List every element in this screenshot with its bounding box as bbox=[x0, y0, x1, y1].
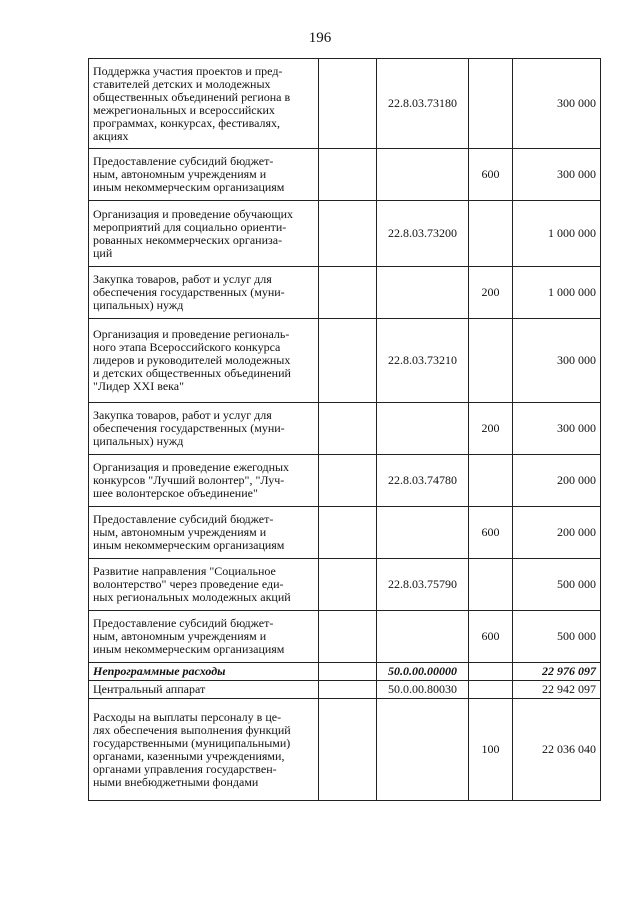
row-amount: 1 000 000 bbox=[513, 201, 601, 267]
row-empty-cell bbox=[319, 455, 377, 507]
row-empty-cell bbox=[319, 319, 377, 403]
row-name: Организация и проведение обучающих мероприятий для социально ориенти- рованных некоммерческих организа- ций bbox=[89, 201, 319, 267]
row-amount: 200 000 bbox=[513, 507, 601, 559]
table-row bbox=[89, 149, 601, 201]
row-expense-type: 600 bbox=[469, 507, 513, 559]
table-row bbox=[89, 559, 601, 611]
row-name: Предоставление субсидий бюджет- ным, автономным учреждениям и иным некоммерческим организациям bbox=[89, 611, 319, 663]
table-row bbox=[89, 611, 601, 663]
row-amount: 300 000 bbox=[513, 149, 601, 201]
row-empty-cell bbox=[319, 611, 377, 663]
row-code bbox=[377, 149, 469, 201]
row-name: Предоставление субсидий бюджет- ным, автономным учреждениям и иным некоммерческим организациям bbox=[89, 149, 319, 201]
row-empty-cell bbox=[319, 699, 377, 801]
row-expense-type bbox=[469, 663, 513, 681]
row-name: Непрограммные расходы bbox=[89, 663, 319, 681]
row-amount: 1 000 000 bbox=[513, 267, 601, 319]
row-expense-type bbox=[469, 201, 513, 267]
row-amount: 300 000 bbox=[513, 59, 601, 149]
row-expense-type bbox=[469, 681, 513, 699]
row-name: Расходы на выплаты персоналу в це- лях обеспечения выполнения функций государственными (муниципальными) органами, казенными учреждениями, органами управления государствен- ными внебюджетными фондами bbox=[89, 699, 319, 801]
row-expense-type: 600 bbox=[469, 611, 513, 663]
row-code: 22.8.03.74780 bbox=[377, 455, 469, 507]
budget-table bbox=[88, 58, 601, 801]
row-amount: 22 942 097 bbox=[513, 681, 601, 699]
row-empty-cell bbox=[319, 267, 377, 319]
row-amount: 500 000 bbox=[513, 611, 601, 663]
row-code: 22.8.03.73180 bbox=[377, 59, 469, 149]
row-empty-cell bbox=[319, 149, 377, 201]
row-empty-cell bbox=[319, 681, 377, 699]
row-empty-cell bbox=[319, 559, 377, 611]
table-row bbox=[89, 663, 601, 681]
row-amount: 22 036 040 bbox=[513, 699, 601, 801]
row-expense-type: 100 bbox=[469, 699, 513, 801]
row-empty-cell bbox=[319, 59, 377, 149]
row-amount: 22 976 097 bbox=[513, 663, 601, 681]
row-empty-cell bbox=[319, 403, 377, 455]
row-expense-type bbox=[469, 559, 513, 611]
table-row bbox=[89, 455, 601, 507]
row-expense-type: 200 bbox=[469, 267, 513, 319]
row-name: Поддержка участия проектов и пред- ставителей детских и молодежных общественных объединений региона в межрегиональных и всероссийских программах, конкурсах, фестивалях, акциях bbox=[89, 59, 319, 149]
row-name: Развитие направления "Социальное волонтерство" через проведение еди- ных региональных молодежных акций bbox=[89, 559, 319, 611]
row-name: Организация и проведение региональ- ного этапа Всероссийского конкурса лидеров и руководителей молодежных и детских общественных объединений "Лидер XXI века" bbox=[89, 319, 319, 403]
row-code: 50.0.00.80030 bbox=[377, 681, 469, 699]
table-row bbox=[89, 59, 601, 149]
table-row bbox=[89, 267, 601, 319]
row-code bbox=[377, 611, 469, 663]
row-amount: 300 000 bbox=[513, 319, 601, 403]
row-empty-cell bbox=[319, 201, 377, 267]
row-name: Закупка товаров, работ и услуг для обеспечения государственных (муни- ципальных) нужд bbox=[89, 267, 319, 319]
row-name: Центральный аппарат bbox=[89, 681, 319, 699]
page-number: 196 bbox=[308, 30, 332, 46]
row-expense-type bbox=[469, 319, 513, 403]
table-row bbox=[89, 507, 601, 559]
row-expense-type bbox=[469, 59, 513, 149]
row-name: Закупка товаров, работ и услуг для обеспечения государственных (муни- ципальных) нужд bbox=[89, 403, 319, 455]
table-row bbox=[89, 699, 601, 801]
row-empty-cell bbox=[319, 507, 377, 559]
row-amount: 500 000 bbox=[513, 559, 601, 611]
row-code bbox=[377, 699, 469, 801]
row-expense-type: 600 bbox=[469, 149, 513, 201]
row-code bbox=[377, 267, 469, 319]
table-row bbox=[89, 403, 601, 455]
row-code: 50.0.00.00000 bbox=[377, 663, 469, 681]
table-row bbox=[89, 319, 601, 403]
row-expense-type bbox=[469, 455, 513, 507]
table-row bbox=[89, 681, 601, 699]
row-code bbox=[377, 507, 469, 559]
row-expense-type: 200 bbox=[469, 403, 513, 455]
row-amount: 300 000 bbox=[513, 403, 601, 455]
row-code bbox=[377, 403, 469, 455]
row-code: 22.8.03.73210 bbox=[377, 319, 469, 403]
row-name: Предоставление субсидий бюджет- ным, автономным учреждениям и иным некоммерческим организациям bbox=[89, 507, 319, 559]
row-code: 22.8.03.75790 bbox=[377, 559, 469, 611]
row-amount: 200 000 bbox=[513, 455, 601, 507]
table-row bbox=[89, 201, 601, 267]
row-name: Организация и проведение ежегодных конкурсов "Лучший волонтер", "Луч- шее волонтерское объединение" bbox=[89, 455, 319, 507]
row-code: 22.8.03.73200 bbox=[377, 201, 469, 267]
row-empty-cell bbox=[319, 663, 377, 681]
